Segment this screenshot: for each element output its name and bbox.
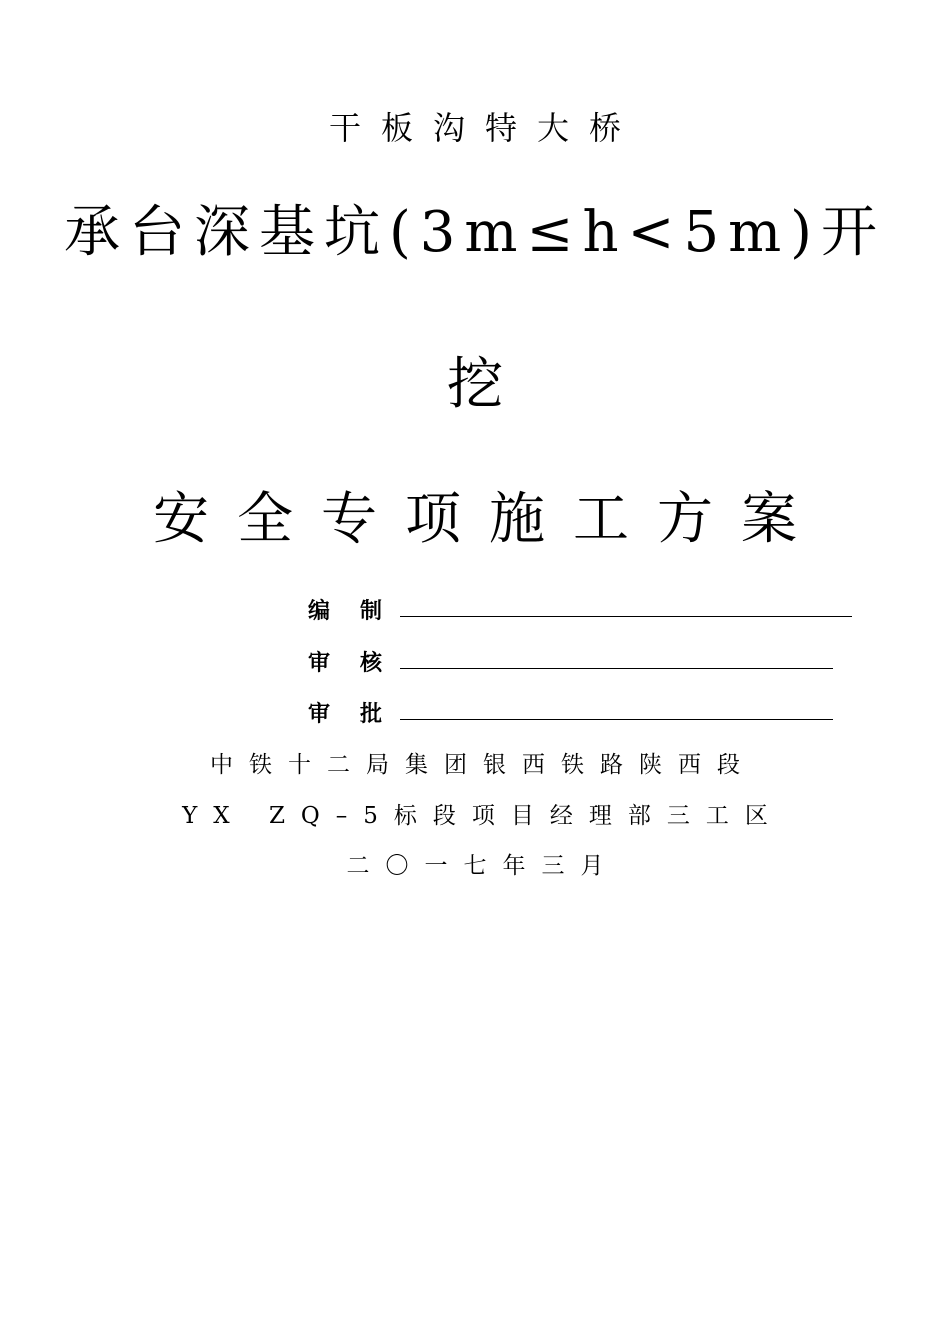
- compiled-by-label: 编制: [308, 599, 413, 624]
- organization-name: 中铁十二局集团银西铁路陕西段: [210, 752, 756, 778]
- reviewed-by-label: 审核: [308, 651, 413, 676]
- document-title-line-1: 承台深基坑(3m≤h<5m)开: [63, 200, 887, 265]
- document-date: 二〇一七年三月: [346, 853, 620, 879]
- organization-section: YX ZQ–5标段项目经理部三工区: [182, 803, 784, 829]
- compiled-by-signature-line: [400, 616, 852, 617]
- reviewed-by-signature-line: [400, 668, 833, 669]
- approved-by-signature-line: [400, 719, 833, 720]
- document-title-line-2: 挖: [447, 352, 503, 417]
- approved-by-label: 审批: [308, 702, 413, 727]
- document-title-line-3: 安全专项施工方案: [153, 487, 825, 552]
- bridge-name: 干板沟特大桥: [328, 109, 641, 147]
